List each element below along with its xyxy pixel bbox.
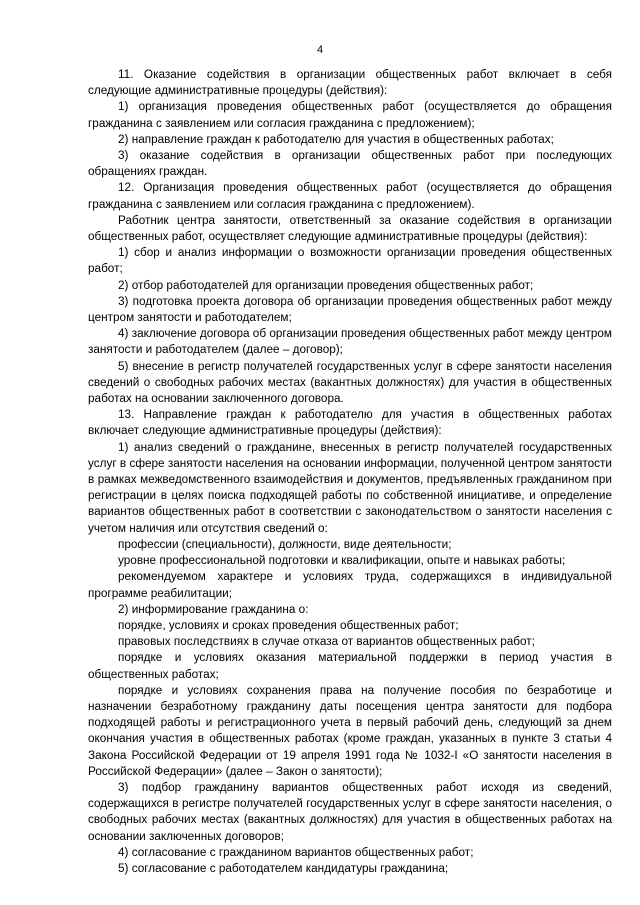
paragraph: 13. Направление граждан к работодателю для участия в общественных работах включает следующие административные процедуры (действия): (88, 408, 612, 438)
document-body (88, 67, 612, 877)
paragraph: 5) согласование с работодателем кандидатуры гражданина; (118, 861, 449, 875)
paragraph: порядке, условиях и сроках проведения общественных работ; (118, 618, 459, 632)
paragraph: профессии (специальности), должности, виде деятельности; (118, 537, 452, 551)
paragraph: 1) организация проведения общественных работ (осуществляется до обращения гражданина с заявлением или согласия гражданина с предложением); (88, 100, 612, 130)
paragraph: 5) внесение в регистр получателей государственных услуг в сфере занятости населения сведений о свободных рабочих местах (вакантных должностях) для участия в общественных работах на основании заключенного договора. (88, 359, 612, 406)
paragraph: порядке и условиях сохранения права на получение пособия по безработице и назначении безработному гражданину даты посещения центра занятости для подбора подходящей работы и регистрационного учета в первый рабочий день, следующий за днем окончания участия в общественных работах (кроме граждан, указанных в пункте 3 статьи 4 Закона Российской Федерации от 19 апреля 1991 года № 1032-I «О занятости населения в Российской Федерации» (далее – Закон о занятости); (88, 683, 612, 778)
paragraph: 12. Организация проведения общественных работ (осуществляется до обращения гражданина с заявлением или согласия гражданина с предложением). (88, 181, 612, 211)
paragraph: 3) подготовка проекта договора об организации проведения общественных работ между центром занятости и работодателем; (88, 294, 612, 325)
paragraph: 3) подбор гражданину вариантов общественных работ исходя из сведений, содержащихся в регистре получателей государственных услуг в сфере занятости населения, о свободных рабочих местах (вакантных должностях) для участия в общественных работах на основании заключенных договоров; (88, 780, 612, 843)
paragraph: рекомендуемом характере и условиях труда, содержащихся в индивидуальной программе реабилитации; (88, 570, 612, 600)
paragraph: 11. Оказание содействия в организации общественных работ включает в себя следующие административные процедуры (действия): (88, 68, 612, 98)
paragraph: уровне профессиональной подготовки и квалификации, опыте и навыках работы; (118, 554, 566, 568)
paragraph: правовых последствиях в случае отказа от вариантов общественных работ; (118, 635, 535, 649)
paragraph: 2) направление граждан к работодателю для участия в общественных работах; (118, 132, 554, 146)
paragraph: 4) согласование с гражданином вариантов общественных работ; (118, 845, 474, 859)
paragraph: Работник центра занятости, ответственный за оказание содействия в организации общественных работ, осуществляет следующие административные процедуры (действия): (88, 213, 612, 244)
page-number: 4 (316, 44, 324, 56)
paragraph: 2) отбор работодателей для организации проведения общественных работ; (118, 278, 534, 292)
paragraph: 4) заключение договора об организации проведения общественных работ между центром занятости и работодателем (далее – договор); (88, 327, 612, 357)
paragraph: порядке и условиях оказания материальной поддержки в период участия в общественных работах; (88, 651, 612, 681)
paragraph: 3) оказание содействия в организации общественных работ при последующих обращениях граждан. (88, 149, 612, 179)
paragraph: 1) анализ сведений о гражданине, внесенных в регистр получателей государственных услуг в сфере занятости населения на основании информации, полученной центром занятости в рамках межведомственного взаимодействия и документов, предъявленных гражданином при регистрации в целях поиска подходящей работы по собственной инициативе, и определение вариантов общественных работ в соответствии с законодательством о занятости населения с учетом наличия или отсутствия сведений о: (88, 440, 612, 535)
paragraph: 1) сбор и анализ информации о возможности организации проведения общественных работ; (88, 246, 612, 276)
paragraph: 2) информирование гражданина о: (118, 602, 309, 616)
